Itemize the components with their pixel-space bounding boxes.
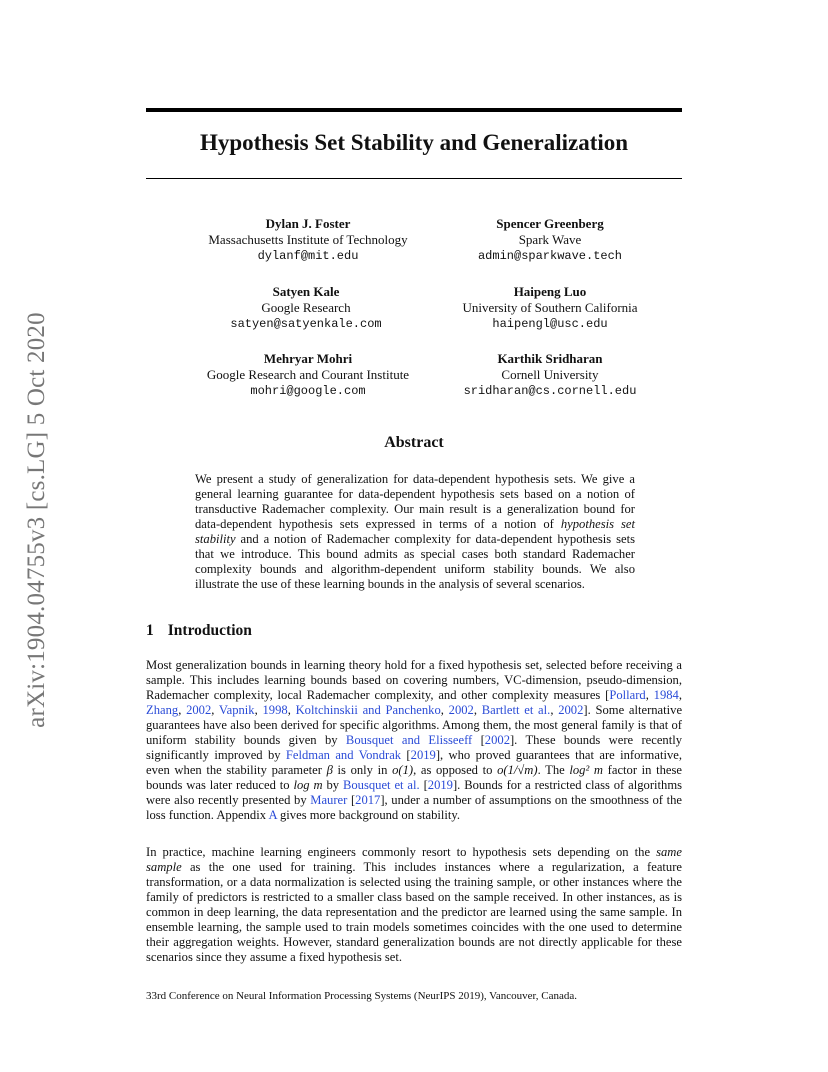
- citation-year-link[interactable]: 1984: [653, 688, 679, 702]
- author-block: [410, 216, 690, 264]
- author-name: Dylan J. Foster: [265, 216, 351, 231]
- author-affiliation: Massachusetts Institute of Technology: [208, 232, 408, 247]
- author-email[interactable]: satyen@satyenkale.com: [230, 317, 382, 331]
- citation-year-link[interactable]: 2002: [186, 703, 212, 717]
- section-title: Introduction: [167, 622, 252, 639]
- intro-paragraph-2: In practice, machine learning engineers commonly resort to hypothesis sets depending on the same sample as the one used for training. This includes instances where a regularization, a feature transformation, or a data normalization is selected using the training sample, or other instances where the family of predictors is restricted to a smaller class based on the sample received. In other instances, as is common in deep learning, the data representation and the predictor are learned using the same sample. In ensemble learning, the sample used to train models sometimes coincides with the one used to determine their aggregation weights. However, standard generalization bounds are not directly applicable for these scenarios since they assume a fixed hypothesis set.: [146, 845, 682, 964]
- arxiv-stamp: [22, 300, 52, 740]
- author-name: Haipeng Luo: [513, 284, 587, 299]
- appendix-link[interactable]: A: [268, 808, 277, 822]
- citation-link[interactable]: Bousquet et al.: [342, 778, 420, 792]
- author-affiliation: Spark Wave: [518, 232, 582, 247]
- abstract-heading: Abstract: [384, 434, 444, 451]
- citation-year-link[interactable]: 2002: [484, 733, 510, 747]
- citation-link[interactable]: Maurer: [310, 793, 348, 807]
- intro-paragraph-1: Most generalization bounds in learning theory hold for a fixed hypothesis set, selected before receiving a sample. This includes learning bounds based on covering numbers, VC-dimension, pseudo-dimension, Rademacher complexity, local Rademacher complexity, and other complexity measures [Pollard, 1984, Zhang, 2002, Vapnik, 1998, Koltchinskii and Panchenko, 2002, Bartlett et al., 2002]. Some alternative guarantees have also been derived for specific algorithms. Among them, the most general family is that of uniform stability bounds given by Bousquet and Elisseeff [2002]. These bounds were recently significantly improved by Feldman and Vondrak [2019], who proved guarantees that are informative, even when the stability parameter β is only in o(1), as opposed to o(1/√m). The log² m factor in these bounds was later reduced to log m by Bousquet et al. [2019]. Bounds for a restricted class of algorithms were also recently presented by Maurer [2017], under a number of assumptions on the smoothness of the loss function. Appendix A gives more background on stability.: [146, 658, 683, 822]
- citation-year-link[interactable]: 2017: [355, 793, 381, 807]
- author-affiliation: Google Research and Courant Institute: [206, 367, 410, 382]
- author-name: Karthik Sridharan: [497, 351, 603, 366]
- citation-link[interactable]: Bousquet and Elisseeff: [345, 733, 473, 747]
- citation-year-link[interactable]: 2019: [410, 748, 436, 762]
- author-affiliation: University of Southern California: [462, 300, 638, 315]
- author-email[interactable]: sridharan@cs.cornell.edu: [463, 384, 637, 398]
- citation-link[interactable]: Zhang: [146, 703, 179, 717]
- section-heading: [146, 622, 252, 640]
- author-email[interactable]: haipengl@usc.edu: [492, 317, 608, 331]
- citation-link[interactable]: Vapnik: [218, 703, 255, 717]
- citation-link[interactable]: Pollard: [609, 688, 646, 702]
- beta-symbol: β: [326, 763, 333, 777]
- author-block: [410, 351, 690, 399]
- author-affiliation: Cornell University: [501, 367, 599, 382]
- citation-year-link[interactable]: 2002: [448, 703, 474, 717]
- section-number: 1: [146, 622, 154, 639]
- author-affiliation: Google Research: [261, 300, 351, 315]
- author-email[interactable]: admin@sparkwave.tech: [477, 249, 623, 263]
- author-block: [410, 284, 690, 332]
- abstract-text: We present a study of generalization for data-dependent hypothesis sets. We give a general learning guarantee for data-dependent hypothesis sets based on a notion of transductive Rademacher complexity. Our main result is a generalization bound for data-dependent hypothesis sets expressed in terms of a notion of hypothesis set stability and a notion of Rademacher complexity for data-dependent hypothesis sets that we introduce. This bound admits as special cases both standard Rademacher complexity bounds and algorithm-dependent uniform stability bounds. We also illustrate the use of these learning bounds in the analysis of several scenarios.: [195, 472, 635, 591]
- author-block: [168, 351, 448, 399]
- conference-footnote: 33rd Conference on Neural Information Processing Systems (NeurIPS 2019), Vancouver, Canada.: [146, 990, 578, 1002]
- citation-link[interactable]: Feldman and Vondrak: [285, 748, 402, 762]
- author-block: [166, 284, 446, 332]
- author-email[interactable]: mohri@google.com: [250, 384, 366, 398]
- author-email[interactable]: dylanf@mit.edu: [257, 249, 359, 263]
- author-name: Satyen Kale: [272, 284, 340, 299]
- author-name: Mehryar Mohri: [263, 351, 353, 366]
- citation-year-link[interactable]: 1998: [262, 703, 288, 717]
- title-rule-top: [146, 108, 682, 112]
- citation-year-link[interactable]: 2019: [427, 778, 453, 792]
- author-block: [168, 216, 448, 264]
- citation-year-link[interactable]: 2002: [558, 703, 584, 717]
- citation-link[interactable]: Bartlett et al.: [481, 703, 551, 717]
- author-name: Spencer Greenberg: [496, 216, 604, 231]
- arxiv-stamp-text: arXiv:1904.04755v3 [cs.LG] 5 Oct 2020: [23, 312, 50, 728]
- title-rule-bottom: [146, 178, 682, 179]
- paper-title: Hypothesis Set Stability and Generalization: [199, 130, 629, 155]
- citation-link[interactable]: Koltchinskii and Panchenko: [295, 703, 441, 717]
